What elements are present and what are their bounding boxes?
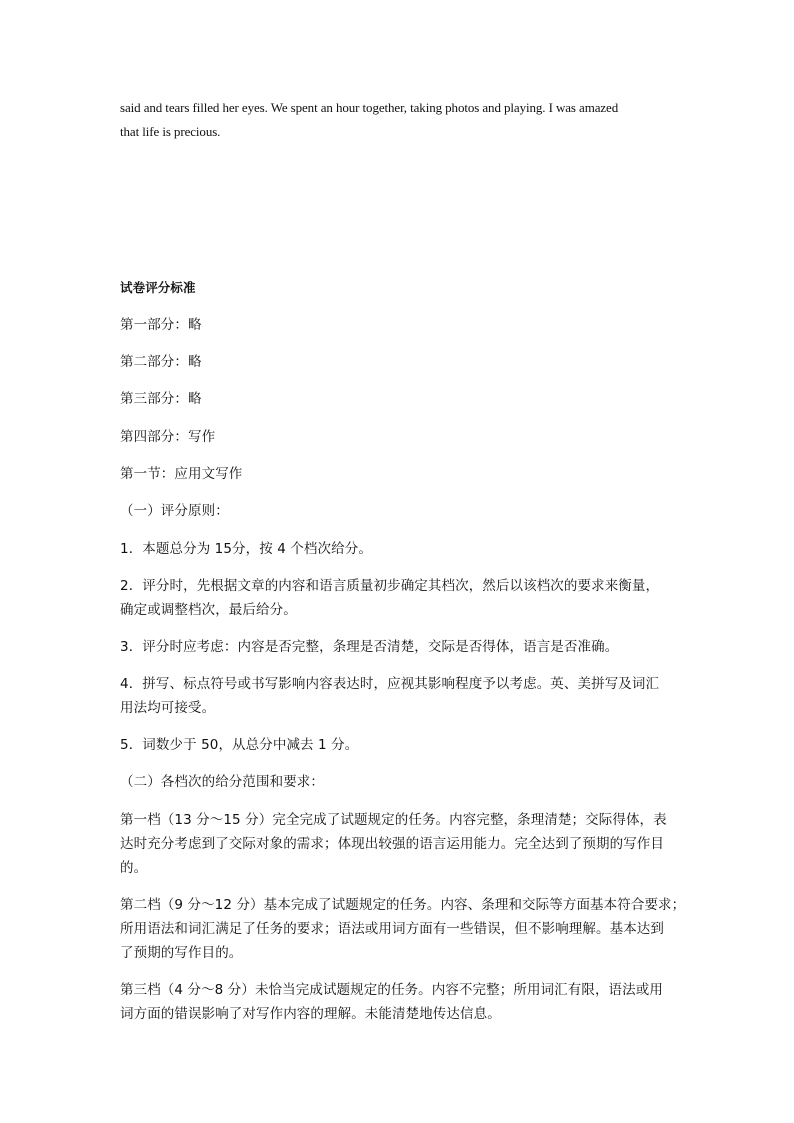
rule-5: 5．词数少于 50，从总分中减去 1 分。	[120, 737, 359, 753]
rule-3: 3．评分时应考虑：内容是否完整，条理是否清楚，交际是否得体，语言是否准确。	[120, 639, 619, 655]
part1-line: 第一部分：略	[120, 317, 202, 333]
level-3	[120, 978, 680, 1026]
rule-2-line-2: 确定或调整档次，最后给分。	[120, 602, 297, 618]
level-2	[120, 893, 686, 965]
levels-heading: （二）各档次的给分范围和要求：	[120, 774, 324, 790]
rule-1: 1．本题总分为 15分，按 4 个档次给分。	[120, 541, 372, 557]
scoring-title: 试卷评分标准	[120, 280, 196, 295]
level-1-line-1: 第一档（13 分～15 分）完全完成了试题规定的任务。内容完整，条理清楚；交际得体，表	[120, 812, 667, 828]
rule-4-line-2: 用法均可接受。	[120, 700, 216, 716]
rule-2	[120, 574, 680, 622]
level-1-line-3: 的。	[120, 860, 148, 876]
level-1	[120, 808, 680, 880]
essay-line-1: said and tears filled her eyes. We spent an hour together, taking photos and playing. I was amazed	[120, 100, 619, 115]
level-3-line-2: 词方面的错误影响了对写作内容的理解。未能清楚地传达信息。	[120, 1006, 501, 1022]
level-3-line-1: 第三档（4 分～8 分）未恰当完成试题规定的任务。内容不完整；所用词汇有限，语法或用	[120, 982, 663, 998]
level-2-line-3: 了预期的写作目的。	[120, 945, 243, 961]
rule-4	[120, 672, 680, 720]
part3-line: 第三部分：略	[120, 391, 202, 407]
part2-line: 第二部分：略	[120, 354, 202, 370]
part4-line: 第四部分：写作	[120, 429, 216, 445]
principles-heading: （一）评分原则：	[120, 503, 229, 519]
section1-line: 第一节：应用文写作	[120, 466, 243, 482]
essay-tail-paragraph	[120, 96, 680, 144]
level-2-line-2: 所用语法和词汇满足了任务的要求；语法或用词方面有一些错误，但不影响理解。基本达到	[120, 921, 664, 937]
level-1-line-2: 达时充分考虑到了交际对象的需求；体现出较强的语言运用能力。完全达到了预期的写作目	[120, 836, 664, 852]
essay-line-2: that life is precious.	[120, 124, 221, 139]
level-2-line-1: 第二档（9 分～12 分）基本完成了试题规定的任务。内容、条理和交际等方面基本符合要求；	[120, 897, 686, 913]
rule-2-line-1: 2．评分时，先根据文章的内容和语言质量初步确定其档次，然后以该档次的要求来衡量，	[120, 578, 660, 594]
rule-4-line-1: 4．拼写、标点符号或书写影响内容表达时，应视其影响程度予以考虑。英、美拼写及词汇	[120, 676, 660, 692]
